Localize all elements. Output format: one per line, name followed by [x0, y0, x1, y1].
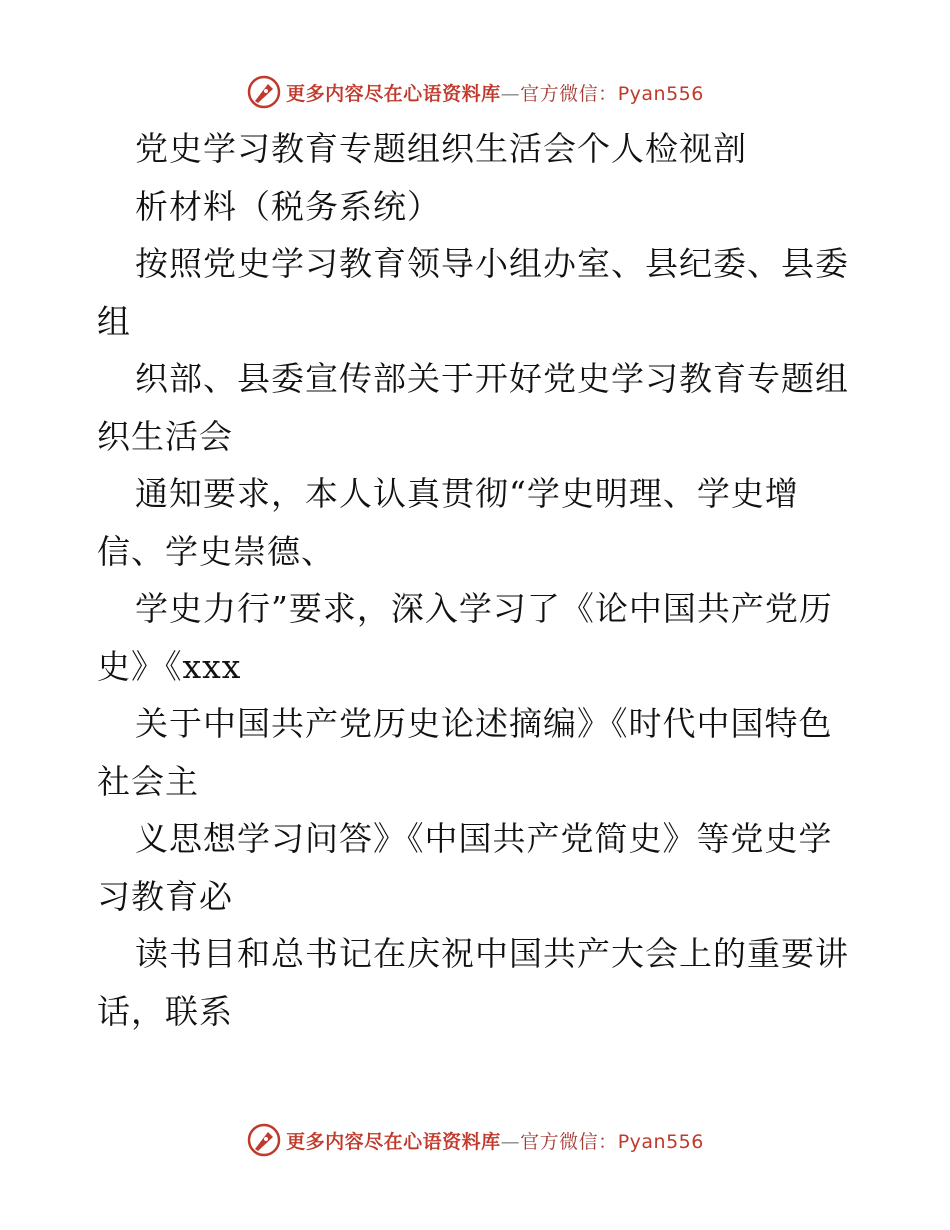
- watermark-wechat-id: Pyan556: [617, 1130, 704, 1153]
- document-line: 关于中国共产党历史论述摘编》《时代中国特色: [135, 704, 833, 743]
- document-line: 按照党史学习教育领导小组办室、县纪委、县委: [135, 244, 849, 283]
- document-line: 党史学习教育专题组织生活会个人检视剖: [135, 129, 747, 168]
- watermark-separator: —: [500, 1130, 521, 1153]
- document-line: 学史力行”要求，深入学习了《论中国共产党历: [135, 589, 833, 628]
- pen-nib-circle-icon: [246, 1122, 282, 1158]
- bottom-watermark-banner: [0, 1120, 950, 1160]
- watermark-separator: —: [500, 82, 521, 105]
- document-line: 话，联系: [97, 991, 233, 1031]
- pen-nib-circle-icon: [246, 74, 282, 110]
- document-line: 析材料（税务系统）: [135, 186, 441, 226]
- document-line: 织生活会: [97, 416, 233, 456]
- document-line: 史》《xxx: [97, 646, 242, 686]
- watermark-text: [286, 1127, 704, 1154]
- document-line: 义思想学习问答》《中国共产党简史》等党史学: [135, 819, 833, 858]
- document-body: [97, 120, 857, 1040]
- document-line: 信、学史崇德、: [97, 531, 335, 571]
- watermark-wechat-id: Pyan556: [617, 82, 704, 105]
- document-line: 习教育必: [97, 876, 233, 916]
- top-watermark-banner: [0, 72, 950, 112]
- document-line: 社会主: [97, 761, 199, 801]
- document-line: 织部、县委宣传部关于开好党史学习教育专题组: [135, 359, 849, 398]
- watermark-main-text: 更多内容尽在心语资料库: [286, 1130, 501, 1153]
- watermark-wechat-label: 官方微信：: [520, 1130, 618, 1153]
- watermark-main-text: 更多内容尽在心语资料库: [286, 82, 501, 105]
- watermark-text: [286, 79, 704, 106]
- document-line: 通知要求，本人认真贯彻“学史明理、学史增: [135, 474, 799, 513]
- document-line: 组: [97, 301, 131, 341]
- watermark-wechat-label: 官方微信：: [520, 82, 618, 105]
- document-line: 读书目和总书记在庆祝中国共产大会上的重要讲: [135, 934, 849, 973]
